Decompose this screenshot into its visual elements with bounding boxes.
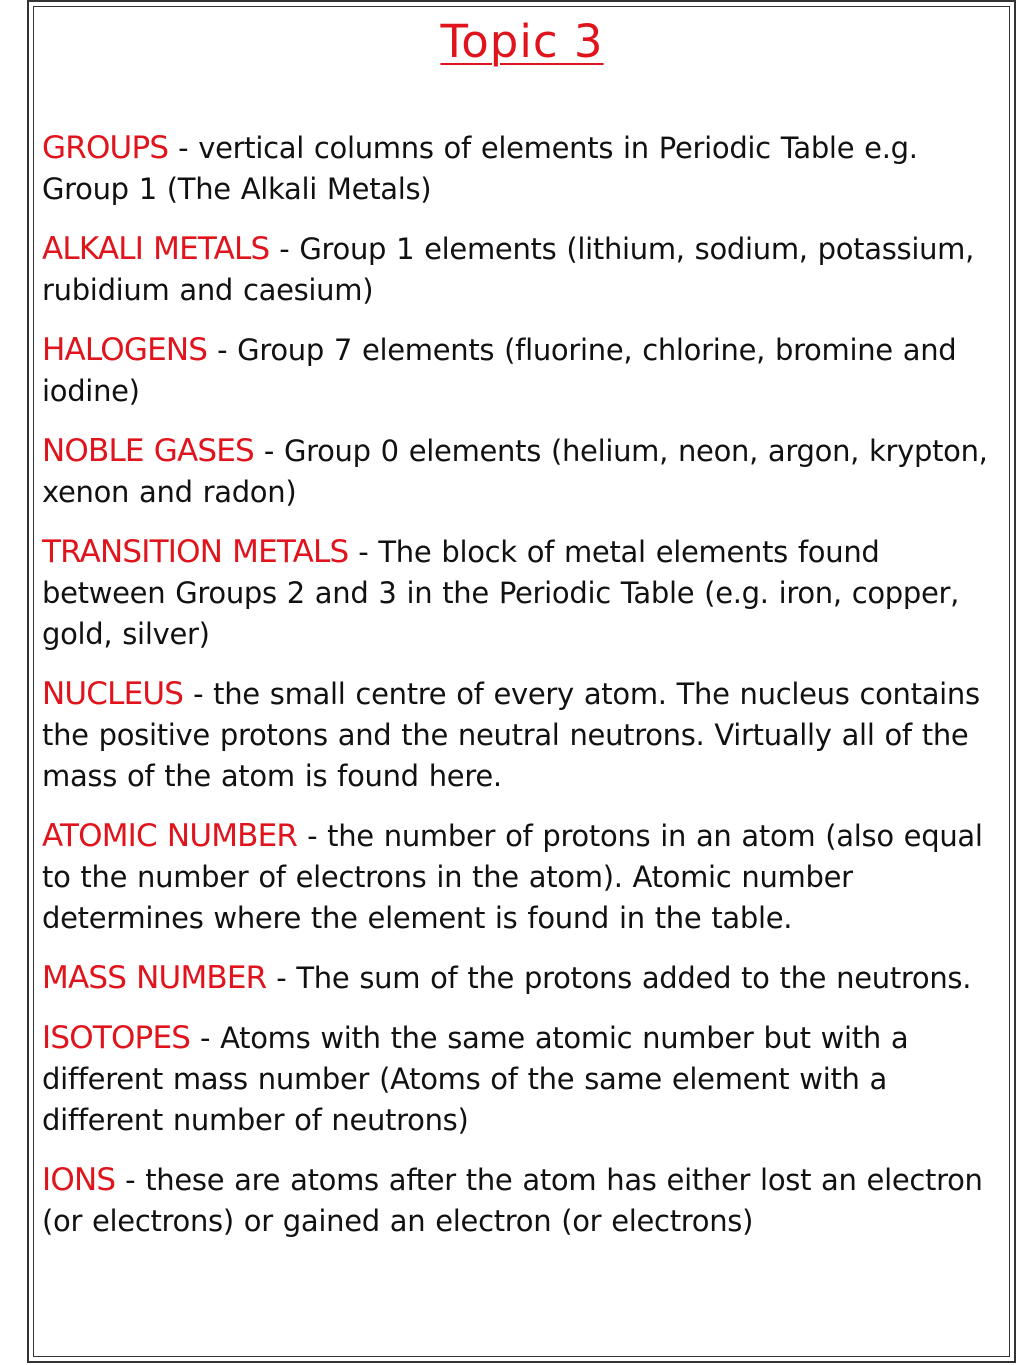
definition-mass-number xyxy=(42,958,1002,999)
definition-text: - Group 7 elements (fluorine, chlorine, bromine and iodine) xyxy=(42,333,957,408)
definition-groups xyxy=(42,128,1002,210)
term-label: NUCLEUS xyxy=(42,676,184,712)
definition-text: - The sum of the protons added to the neutrons. xyxy=(266,961,972,995)
definition-text: - Group 0 elements (helium, neon, argon, krypton, xenon and radon) xyxy=(42,434,988,509)
term-label: ATOMIC NUMBER xyxy=(42,818,298,854)
term-label: ALKALI METALS xyxy=(42,231,270,267)
definition-text: - vertical columns of elements in Periodic Table e.g. Group 1 (The Alkali Metals) xyxy=(42,131,918,206)
definition-text: - The block of metal elements found between Groups 2 and 3 in the Periodic Table (e.g. iron, copper, gold, silver) xyxy=(42,535,960,651)
term-label: IONS xyxy=(42,1162,116,1198)
term-label: GROUPS xyxy=(42,130,169,166)
definition-text: - Atoms with the same atomic number but with a different mass number (Atoms of the same element with a different number of neutrons) xyxy=(42,1021,909,1137)
definition-text: - Group 1 elements (lithium, sodium, potassium, rubidium and caesium) xyxy=(42,232,975,307)
document-sheet xyxy=(42,0,1002,1261)
definition-text: - the small centre of every atom. The nucleus contains the positive protons and the neutral neutrons. Virtually all of the mass of the atom is found here. xyxy=(42,677,980,793)
definition-nucleus xyxy=(42,674,1002,797)
definition-text: - these are atoms after the atom has either lost an electron (or electrons) or gained an electron (or electrons) xyxy=(42,1163,983,1238)
term-label: HALOGENS xyxy=(42,332,208,368)
definition-isotopes xyxy=(42,1018,1002,1141)
term-label: TRANSITION METALS xyxy=(42,534,349,570)
definitions-list xyxy=(42,128,1002,1242)
definition-alkali-metals xyxy=(42,229,1002,311)
term-label: MASS NUMBER xyxy=(42,960,267,996)
definition-halogens xyxy=(42,330,1002,412)
term-label: NOBLE GASES xyxy=(42,433,254,469)
definition-noble-gases xyxy=(42,431,1002,513)
term-label: ISOTOPES xyxy=(42,1020,191,1056)
definition-ions xyxy=(42,1160,1002,1242)
definition-text: - the number of protons in an atom (also equal to the number of electrons in the atom). Atomic number determines where the element is found in the table. xyxy=(42,819,983,935)
page-title: Topic 3 xyxy=(440,15,604,68)
definition-transition-metals xyxy=(42,532,1002,655)
definition-atomic-number xyxy=(42,816,1002,939)
